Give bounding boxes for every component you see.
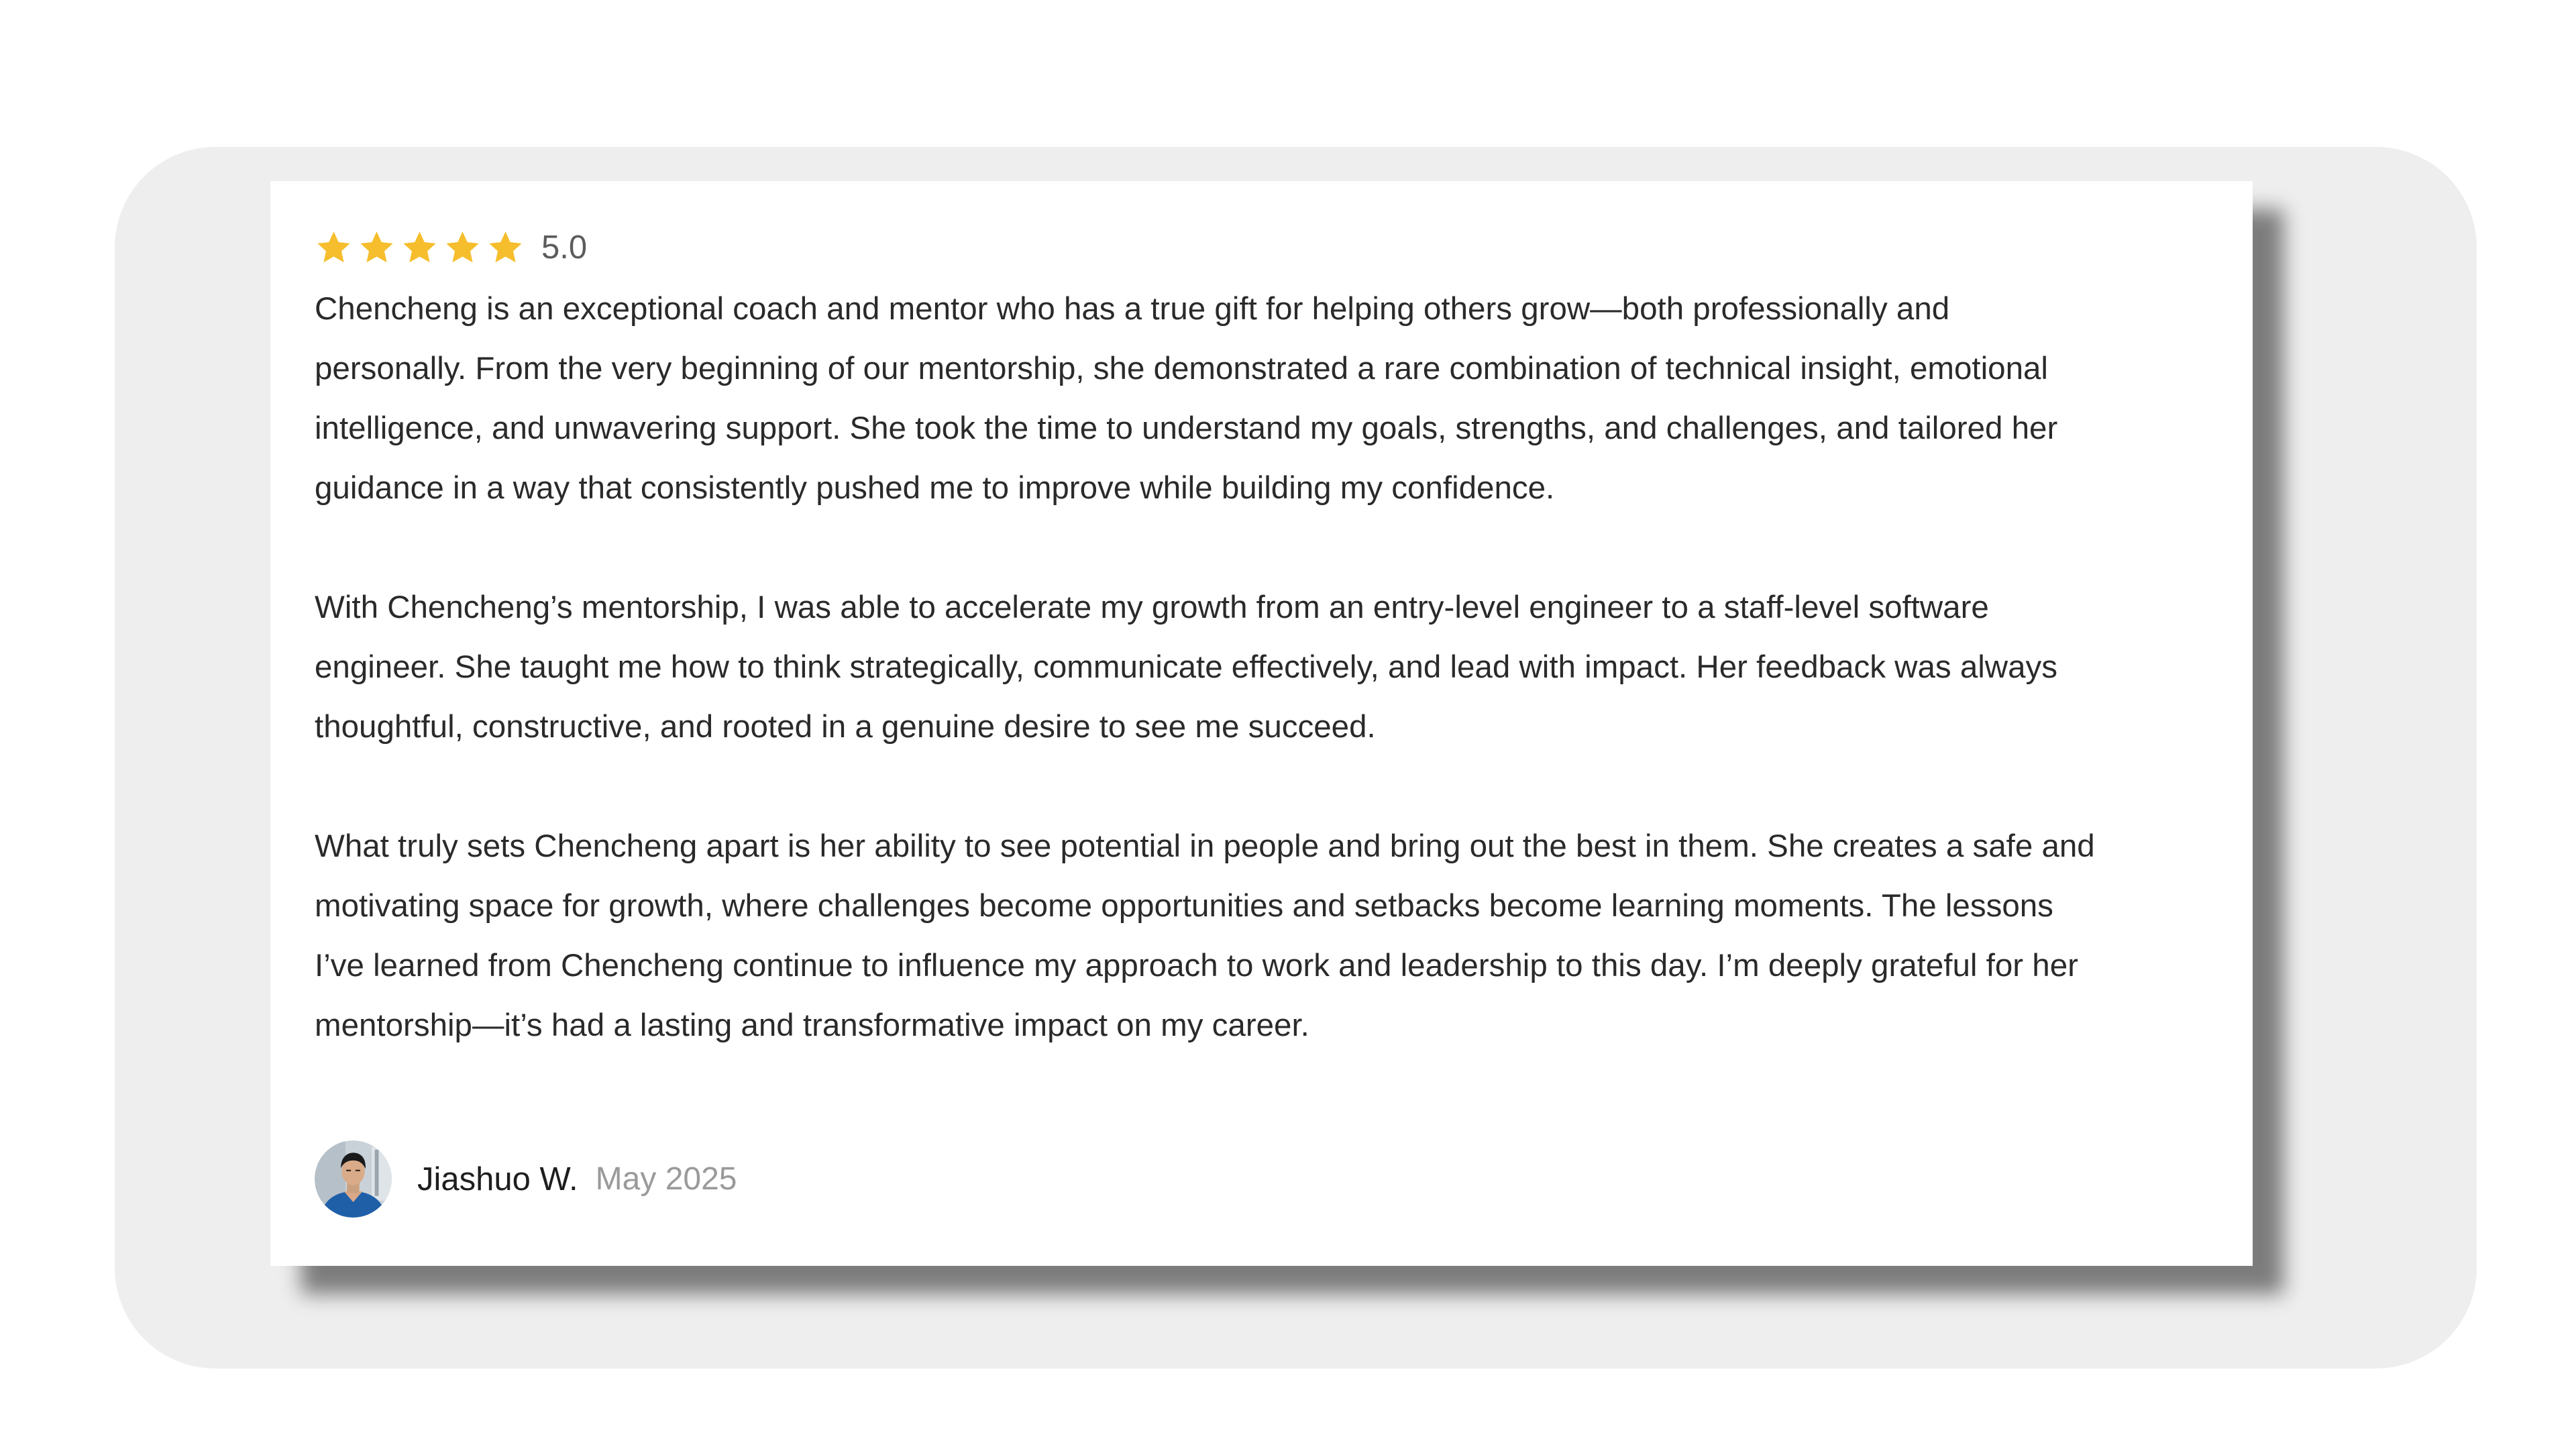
rating-row [315, 224, 2208, 271]
review-card [270, 181, 2253, 1266]
author-name[interactable]: Jiashuo W. [417, 1161, 578, 1197]
star-rating [315, 229, 525, 267]
review-author [315, 1140, 737, 1218]
star-icon [315, 229, 353, 267]
person-avatar-icon[interactable] [315, 1140, 392, 1218]
star-icon [486, 229, 525, 267]
star-icon [400, 229, 439, 267]
review-paragraph: With Chencheng’s mentorship, I was able to accelerate my growth from an entry-level engineer to a staff-level software engineer. She taught me how to think strategically, communicate effectively, and lead with impact. Her feedback was always thoughtful, constructive, and rooted in a genuine desire to see me succeed. [315, 590, 2058, 745]
review-paragraph: Chencheng is an exceptional coach and mentor who has a true gift for helping others grow—both professionally and personally. From the very beginning of our mentorship, she demonstrated a rare combination of technical insight, emotional intelligence, and unwavering support. She took the time to understand my goals, strengths, and challenges, and tailored her guidance in a way that consistently pushed me to improve while building my confidence. [315, 291, 2058, 506]
star-icon [358, 229, 396, 267]
review-paragraph: What truly sets Chencheng apart is her ability to see potential in people and bring out the best in them. She creates a safe and motivating space for growth, where challenges become opportunities and setbacks become learning moments. The lessons I’ve learned from Chencheng continue to influence my approach to work and leadership to this day. I’m deeply grateful for her mentorship—it’s had a lasting and transformative impact on my career. [315, 828, 2095, 1043]
rating-value: 5.0 [541, 229, 588, 266]
review-date: May 2025 [595, 1161, 737, 1197]
star-icon [443, 229, 482, 267]
review-text [315, 279, 2208, 1055]
